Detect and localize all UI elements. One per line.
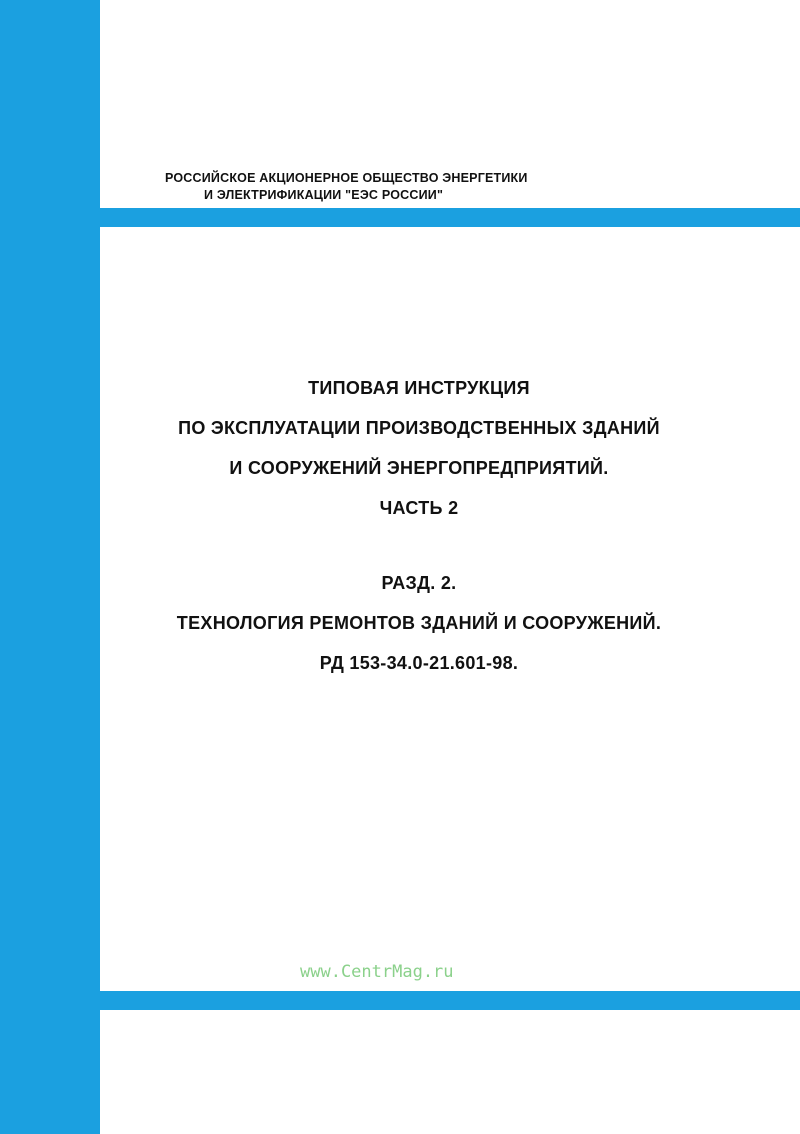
watermark-text: www.CentrMag.ru: [300, 962, 454, 982]
title-gap: [100, 538, 738, 573]
title-part: ЧАСТЬ 2: [379, 498, 459, 518]
title-block: [100, 378, 738, 693]
title-line-3: И СООРУЖЕНИЙ ЭНЕРГОПРЕДПРИЯТИЙ.: [229, 458, 609, 478]
publisher-line-1: РОССИЙСКОЕ АКЦИОНЕРНОЕ ОБЩЕСТВО ЭНЕРГЕТИКИ: [165, 171, 528, 185]
left-color-band: [0, 0, 100, 1134]
section-label: РАЗД. 2.: [381, 573, 457, 593]
title-line-2: ПО ЭКСПЛУАТАЦИИ ПРОИЗВОДСТВЕННЫХ ЗДАНИЙ: [178, 418, 660, 438]
bottom-color-band: [100, 991, 800, 1010]
document-code: РД 153-34.0-21.601-98.: [319, 653, 519, 673]
title-line-1: ТИПОВАЯ ИНСТРУКЦИЯ: [308, 378, 530, 398]
section-name: ТЕХНОЛОГИЯ РЕМОНТОВ ЗДАНИЙ И СООРУЖЕНИЙ.: [176, 613, 662, 633]
top-color-band: [100, 208, 800, 227]
publisher-line-2: И ЭЛЕКТРИФИКАЦИИ "ЕЭС РОССИИ": [204, 188, 444, 202]
